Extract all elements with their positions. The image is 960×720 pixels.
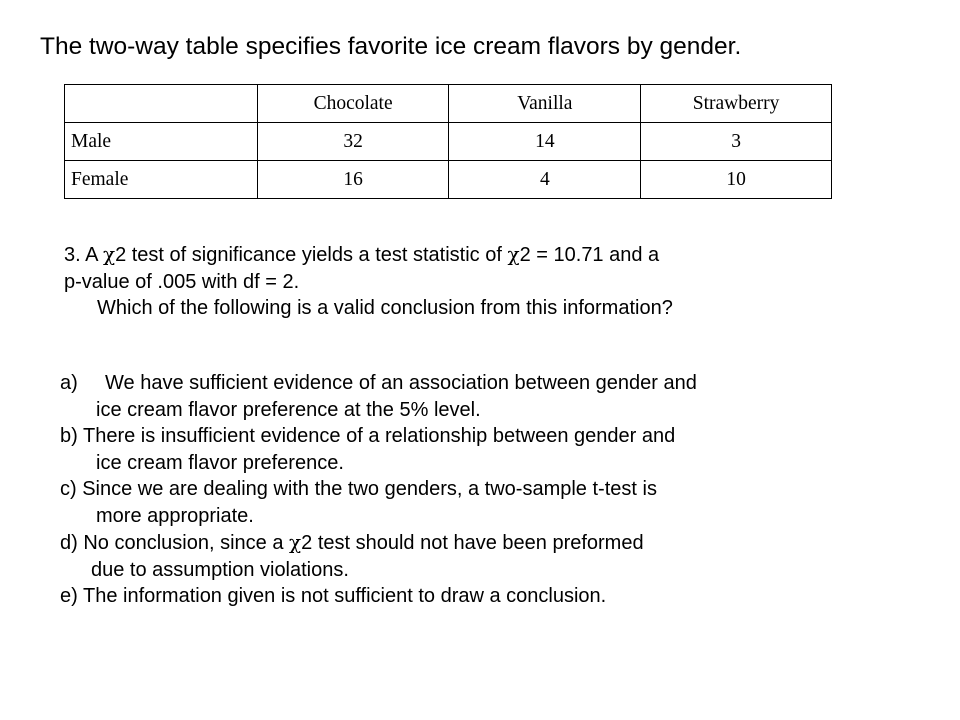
table-header-cell: Vanilla xyxy=(449,85,641,123)
option-b[interactable]: b) There is insufficient evidence of a relationship between gender and xyxy=(60,425,676,447)
question-line-1 xyxy=(64,241,673,269)
table-cell: 3 xyxy=(641,123,832,161)
option-a[interactable] xyxy=(60,370,697,397)
option-a-continued[interactable]: ice cream flavor preference at the 5% level. xyxy=(96,398,481,421)
table-header-row xyxy=(65,85,832,123)
question-mid: 2 test of significance yields a test statistic of xyxy=(115,244,508,266)
table-row xyxy=(65,123,832,161)
chi-symbol: χ xyxy=(289,530,302,554)
question-line-3: Which of the following is a valid conclusion from this information? xyxy=(97,297,673,319)
option-e[interactable]: e) The information given is not sufficient to draw a conclusion. xyxy=(60,585,607,607)
option-d[interactable] xyxy=(60,529,697,557)
option-text: d) No conclusion, since a xyxy=(60,532,290,554)
answer-options xyxy=(60,370,697,610)
option-text: 2 test should not have been preformed xyxy=(301,532,644,554)
chi-symbol: χ xyxy=(102,242,116,266)
table-header-cell: Chocolate xyxy=(257,85,449,123)
table-row xyxy=(65,161,832,199)
table-cell: 16 xyxy=(257,161,449,199)
question-text xyxy=(64,241,673,322)
option-letter: a) xyxy=(60,372,78,394)
question-suffix: 2 = 10.71 and a xyxy=(519,244,660,266)
flavor-gender-table xyxy=(64,84,832,199)
page-title: The two-way table specifies favorite ice cream flavors by gender. xyxy=(40,33,742,60)
chi-symbol: χ xyxy=(507,242,520,266)
row-label: Female xyxy=(65,161,258,199)
table-header-cell xyxy=(65,85,258,123)
table-cell: 10 xyxy=(641,161,832,199)
table-cell: 14 xyxy=(449,123,641,161)
table-cell: 32 xyxy=(257,123,449,161)
table-header-cell: Strawberry xyxy=(641,85,832,123)
option-text: We have sufficient evidence of an association between gender and xyxy=(105,372,697,394)
table-cell: 4 xyxy=(449,161,641,199)
option-d-continued[interactable]: due to assumption violations. xyxy=(91,558,349,581)
question-prefix: 3. A xyxy=(64,244,103,266)
option-c[interactable]: c) Since we are dealing with the two genders, a two-sample t-test is xyxy=(60,478,657,500)
row-label: Male xyxy=(65,123,258,161)
option-b-continued[interactable]: ice cream flavor preference. xyxy=(96,451,344,474)
question-line-2: p-value of .005 with df = 2. xyxy=(64,270,300,293)
option-c-continued[interactable]: more appropriate. xyxy=(96,504,254,527)
